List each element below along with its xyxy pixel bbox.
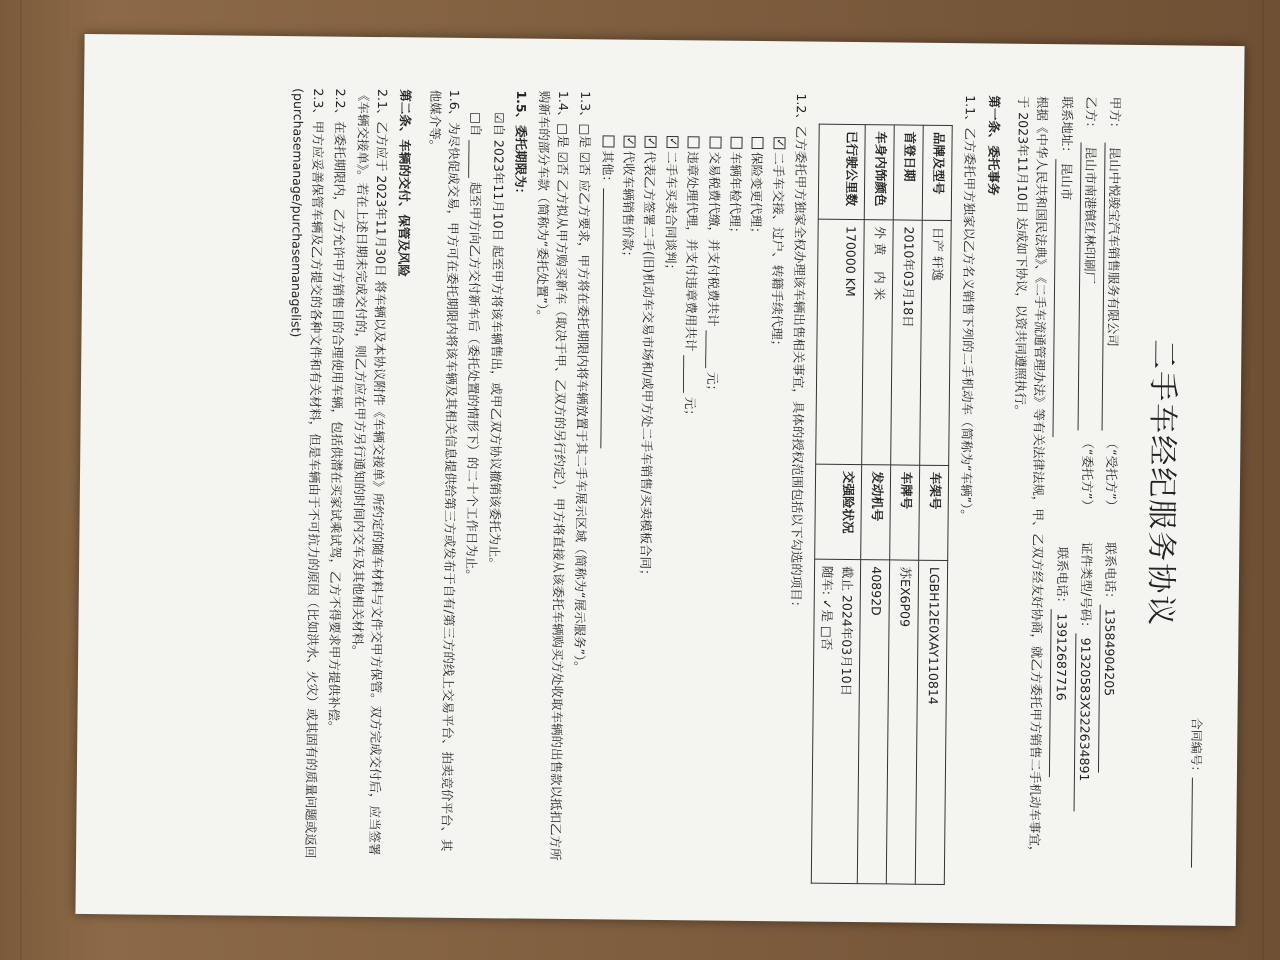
clause-1-3: 1.3、□是 ☑否 应乙方要求，甲方将在委托期限内将车辆放置于其二手车展示区域（简称为“展示服务”）。 [572, 91, 594, 674]
clause-1-2: 1.2、乙方委托甲方独家全权办理该车辆出售相关事宜，具体的授权范围包括以下勾选的项目： [788, 93, 810, 614]
scope-item: ✓二手车买卖合同谈判； [654, 136, 681, 864]
vehicle-table: 品牌及型号 日产 轩逸 车架号 LGBH12E0XAY110814 首登日期 2010年03月18日 车牌号 苏EX6P09 车身内饰颜色 外 黄 内 米 发动机号 40892D 已行驶公里数 170000 KM 交强险状况 截止 2024年03月10日 随车: ✓是 □否 [811, 124, 953, 885]
scope-item: 违章处理代理，并支付违章费用共计 ______ 元； [676, 136, 703, 864]
scope-item: 保险变更代理； [740, 137, 767, 865]
party-a-row: 甲方： 昆山中悦骏宝汽车销售服务有限公司 （“受托方”） 联系电话： 13584904205 [1097, 97, 1125, 869]
clause-2-3: 2.3、甲方应妥善保管车辆及乙方提交的各种文件和有关材料，但是车辆由于不可抗力的原因（比如洪水、火灾）或其固有的质量问题或返回 (purchasemanage/purchasemanagelist) [288, 88, 326, 859]
clause-1-5-b: □自 ______ 起至甲方向乙方交付新车后（委托处置的情形下）的二十个工作日为止。 [464, 111, 485, 582]
article-1-heading: 第一条、委托事务 [985, 95, 1002, 196]
scope-item: 其他： [590, 135, 617, 863]
scope-item: ✓代收车辆销售价款； [612, 136, 639, 864]
party-b-row: 乙方： 昆山市南港镇红林印刷厂 （“委托方”） 证件类型/号码： 91320583X32263489​1 [1073, 96, 1101, 868]
address-row: 联系地址： 昆山市 联系电话： 13912687716 [1048, 96, 1076, 868]
article-2-heading: 第二条、车辆的交付、保管及风险 [396, 89, 414, 277]
scope-item: 车辆年检代理； [719, 137, 746, 865]
clause-2-2: 2.2、在委托期限内，乙方允许甲方销售目的合理使用车辆，包括供潜在买家试乘试驾，乙方不得要求甲方提供补偿。 [326, 88, 349, 734]
contract-paper [75, 34, 1244, 926]
clause-1-6: 1.6、为尽快促成交易，甲方可在委托期限内将该车辆及其相关信息提供给第三方或发布于自有/第三方的线上交易平台、拍卖竞价平台、其他媒介等。 [427, 89, 463, 852]
intro-paragraph: 根据《中华人民共和国民法典》、《二手车流通管理办法》等有关法律法规，甲、乙双方经友好协商，就乙方委托甲方销售二手机动车事宜，于 2023年11月10日 达成如下协议，以资共同遵照执行。 [1012, 95, 1051, 859]
contract-document [75, 34, 1244, 926]
document-title: 二手车经纪服务协议 [1142, 339, 1181, 628]
clause-2-1: 2.1、乙方应于 2023年11月30日 将车辆以及本协议附件《车辆交接单》所约定的随车材料与文件交甲方保管。双方完成交付后，应当签署《车辆交接单》。若在上述日期未完成交付的，则乙方应在甲方另行通知的时间内交车及其他相关材料。 [349, 88, 391, 856]
contract-number: 合同编号： [1185, 718, 1205, 868]
clause-1-4: 1.4、□是 ☑否 乙方拟从甲方购买新车（取决于甲、乙双方的另行约定），甲方将直接从该委托车辆购买方处收取车辆的出售款以抵扣乙方所购新车的部分车款（简称为“委托处置”）。 [534, 90, 572, 861]
scope-item: ✓代表乙方签署二手(旧)机动车交易市场和/或甲方处二手车销售/买卖模板合同； [633, 136, 660, 864]
clause-1-1: 1.1、乙方委托甲方独家以乙方名义销售下列的二手机动车（简称为“车辆”）。 [958, 95, 979, 522]
clause-1-5-a: ☑自 2023年11月10日 起至甲方将该车辆售出，或甲乙双方协议撤销该委托为止。 [486, 112, 507, 571]
clause-1-5: 1.5、委托期限为： [513, 90, 530, 201]
scope-item: 交易税费代缴，并支付税费共计 ______ 元； [697, 136, 724, 864]
scope-item: ✓二手车交接、过户、转籍手续代理； [761, 137, 788, 865]
